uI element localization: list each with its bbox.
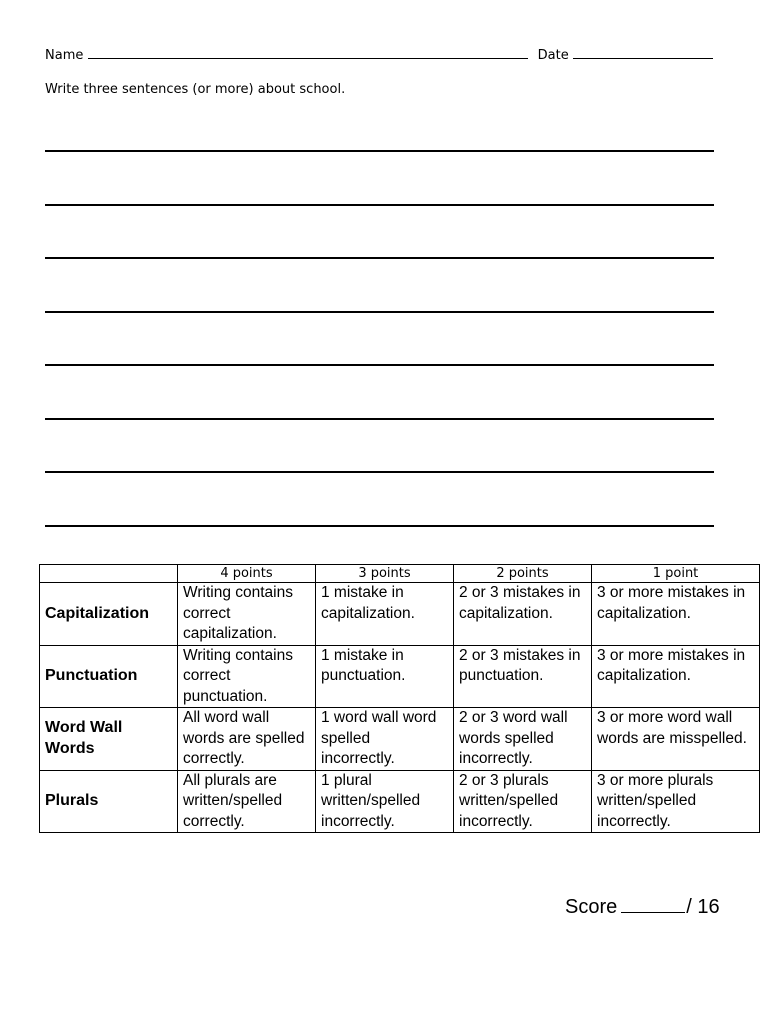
writing-line[interactable] [45,257,714,259]
rubric-cell: 1 mistake in capitalization. [316,583,454,646]
rubric-cell: 1 mistake in punctuation. [316,645,454,708]
rubric-row [40,583,760,646]
rubric-cell: 1 word wall word spelled incorrectly. [316,708,454,771]
writing-line[interactable] [45,471,714,473]
rubric-header-4-points: 4 points [178,565,316,583]
criterion-plurals: Plurals [40,770,178,833]
name-label: Name [45,48,84,63]
score-label: Score [565,896,618,918]
rubric-cell: Writing contains correct capitalization. [178,583,316,646]
date-field[interactable] [573,46,713,59]
rubric-header-1-point: 1 point [592,565,760,583]
writing-line[interactable] [45,150,714,152]
criterion-word-wall-words: Word Wall Words [40,708,178,771]
rubric-cell: 3 or more mistakes in capitalization. [592,645,760,708]
rubric-table [39,564,760,833]
criterion-capitalization: Capitalization [40,583,178,646]
date-label: Date [537,48,569,63]
writing-line[interactable] [45,311,714,313]
rubric-cell: 3 or more word wall words are misspelled. [592,708,760,771]
rubric-cell: All plurals are written/spelled correctly. [178,770,316,833]
writing-prompt: Write three sentences (or more) about school. [45,82,346,97]
rubric-cell: 2 or 3 mistakes in punctuation. [454,645,592,708]
writing-line[interactable] [45,525,714,527]
name-date-row [45,46,713,63]
rubric-cell: All word wall words are spelled correctly. [178,708,316,771]
rubric-cell: 2 or 3 word wall words spelled incorrectly. [454,708,592,771]
rubric-cell: 3 or more mistakes in capitalization. [592,583,760,646]
writing-line[interactable] [45,364,714,366]
rubric-row [40,770,760,833]
rubric-header-3-points: 3 points [316,565,454,583]
score-line [565,896,720,919]
score-total: / 16 [686,896,720,918]
rubric-header-empty [40,565,178,583]
rubric-header-row [40,565,760,583]
rubric-header-2-points: 2 points [454,565,592,583]
writing-line[interactable] [45,204,714,206]
rubric-cell: Writing contains correct punctuation. [178,645,316,708]
rubric-row [40,708,760,771]
writing-line[interactable] [45,418,714,420]
rubric-cell: 2 or 3 mistakes in capitalization. [454,583,592,646]
name-field[interactable] [88,46,528,59]
rubric-cell: 3 or more plurals written/spelled incorrectly. [592,770,760,833]
score-field[interactable] [621,896,685,913]
rubric-cell: 2 or 3 plurals written/spelled incorrectly. [454,770,592,833]
rubric-cell: 1 plural written/spelled incorrectly. [316,770,454,833]
rubric-row [40,645,760,708]
criterion-punctuation: Punctuation [40,645,178,708]
